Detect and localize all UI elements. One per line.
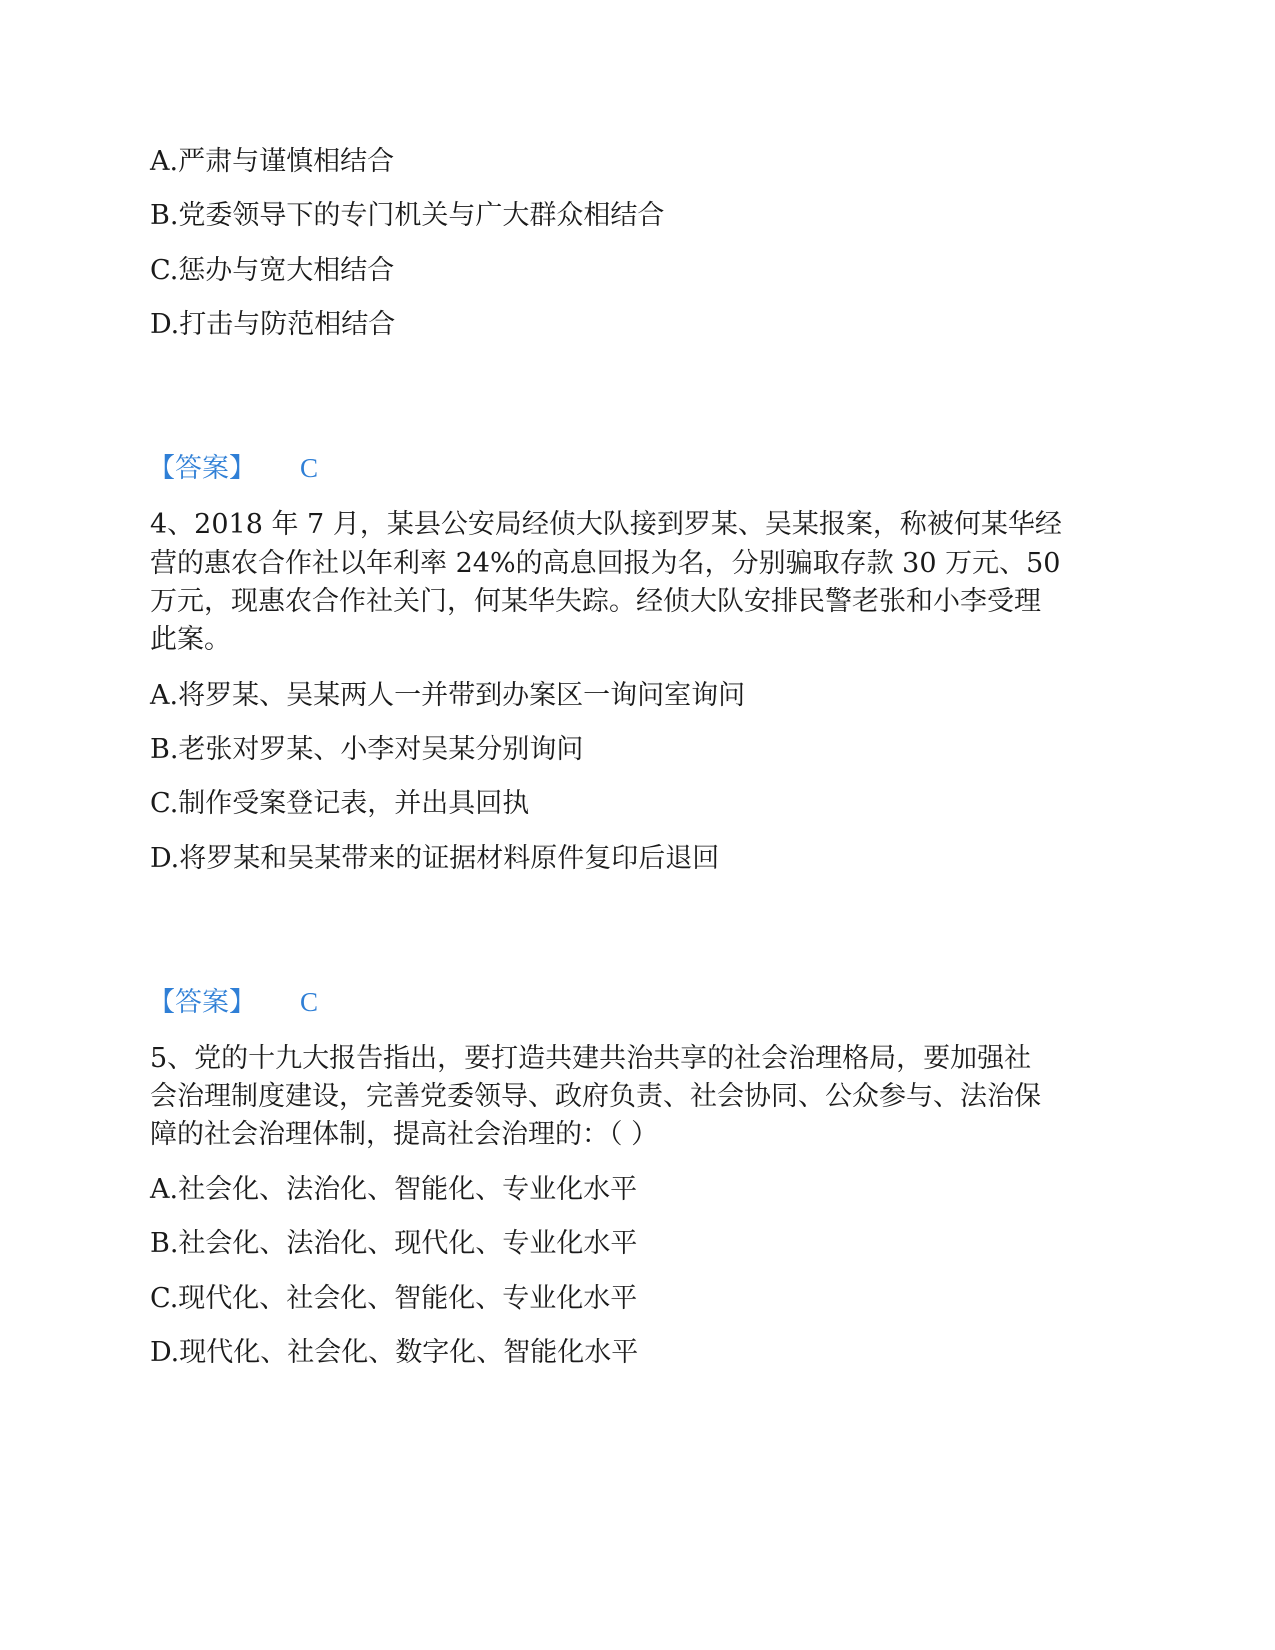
q4-stem-line-3: 万元，现惠农合作社关门，何某华失踪。经侦大队安排民警老张和小李受理 xyxy=(150,586,1041,617)
q5-option-c: C.现代化、社会化、智能化、专业化水平 xyxy=(150,1283,638,1314)
q5-option-a: A.社会化、法治化、智能化、专业化水平 xyxy=(150,1174,638,1205)
q5-stem-line-1: 5、党的十九大报告指出，要打造共建共治共享的社会治理格局，要加强社 xyxy=(150,1043,1032,1074)
answer-value: C xyxy=(300,453,319,483)
q4-stem-line-2: 营的惠农合作社以年利率 24%的高息回报为名，分别骗取存款 30 万元、50 xyxy=(150,548,1061,579)
q5-option-d: D.现代化、社会化、数字化、智能化水平 xyxy=(150,1337,639,1368)
q4-option-a: A.将罗某、吴某两人一并带到办案区一询问室询问 xyxy=(150,680,746,711)
q3-option-d: D.打击与防范相结合 xyxy=(150,309,396,340)
q4-answer xyxy=(148,982,318,1023)
q5-stem-line-3: 障的社会治理体制，提高社会治理的：（ ） xyxy=(150,1119,659,1150)
q4-option-d: D.将罗某和吴某带来的证据材料原件复印后退回 xyxy=(150,843,720,874)
q3-answer xyxy=(148,448,318,489)
q4-option-c: C.制作受案登记表，并出具回执 xyxy=(150,788,530,819)
q3-option-b: B.党委领导下的专门机关与广大群众相结合 xyxy=(150,200,665,231)
q3-option-a: A.严肃与谨慎相结合 xyxy=(150,146,395,177)
answer-label: 【答案】 xyxy=(148,453,256,484)
q5-option-b: B.社会化、法治化、现代化、专业化水平 xyxy=(150,1228,638,1259)
q4-stem-line-4: 此案。 xyxy=(150,624,231,655)
answer-label: 【答案】 xyxy=(148,987,256,1018)
q5-stem-line-2: 会治理制度建设，完善党委领导、政府负责、社会协同、公众参与、法治保 xyxy=(150,1081,1041,1112)
q3-option-c: C.惩办与宽大相结合 xyxy=(150,255,395,286)
answer-value: C xyxy=(300,987,319,1017)
q4-option-b: B.老张对罗某、小李对吴某分别询问 xyxy=(150,734,584,765)
q4-stem-line-1: 4、2018 年 7 月，某县公安局经侦大队接到罗某、吴某报案，称被何某华经 xyxy=(150,509,1062,540)
